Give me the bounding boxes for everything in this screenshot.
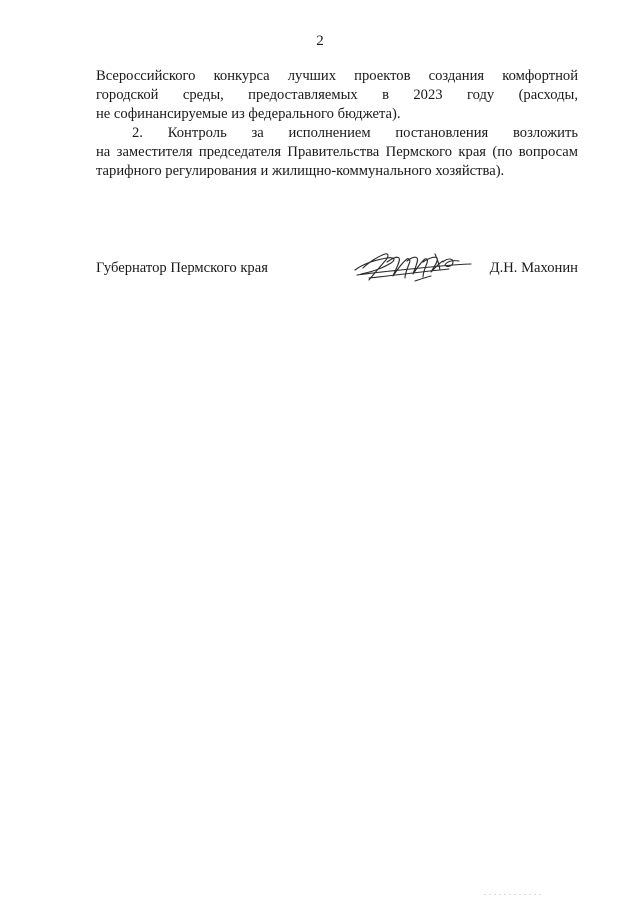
paragraph-line: на заместителя председателя Правительства Пермского края (по вопросам — [96, 144, 578, 160]
page-number: 2 — [316, 33, 324, 49]
paragraph-2 — [96, 124, 578, 181]
paragraph-1 — [96, 67, 578, 124]
paragraph-line: не софинансируемые из федерального бюджета). — [96, 106, 401, 122]
handwritten-signature — [349, 248, 474, 286]
signature-block — [96, 250, 578, 290]
paragraph-line: тарифного регулирования и жилищно-коммунального хозяйства). — [96, 163, 505, 179]
paragraph-line: 2. Контроль за исполнением постановления возложить — [132, 125, 578, 141]
signatory-name: Д.Н. Махонин — [489, 260, 578, 276]
paragraph-line: Всероссийского конкурса лучших проектов создания комфортной — [96, 68, 578, 84]
signatory-title: Губернатор Пермского края — [96, 260, 268, 276]
paragraph-line: городской среды, предоставляемых в 2023 году (расходы, — [96, 87, 578, 103]
scan-artifact — [484, 893, 544, 896]
